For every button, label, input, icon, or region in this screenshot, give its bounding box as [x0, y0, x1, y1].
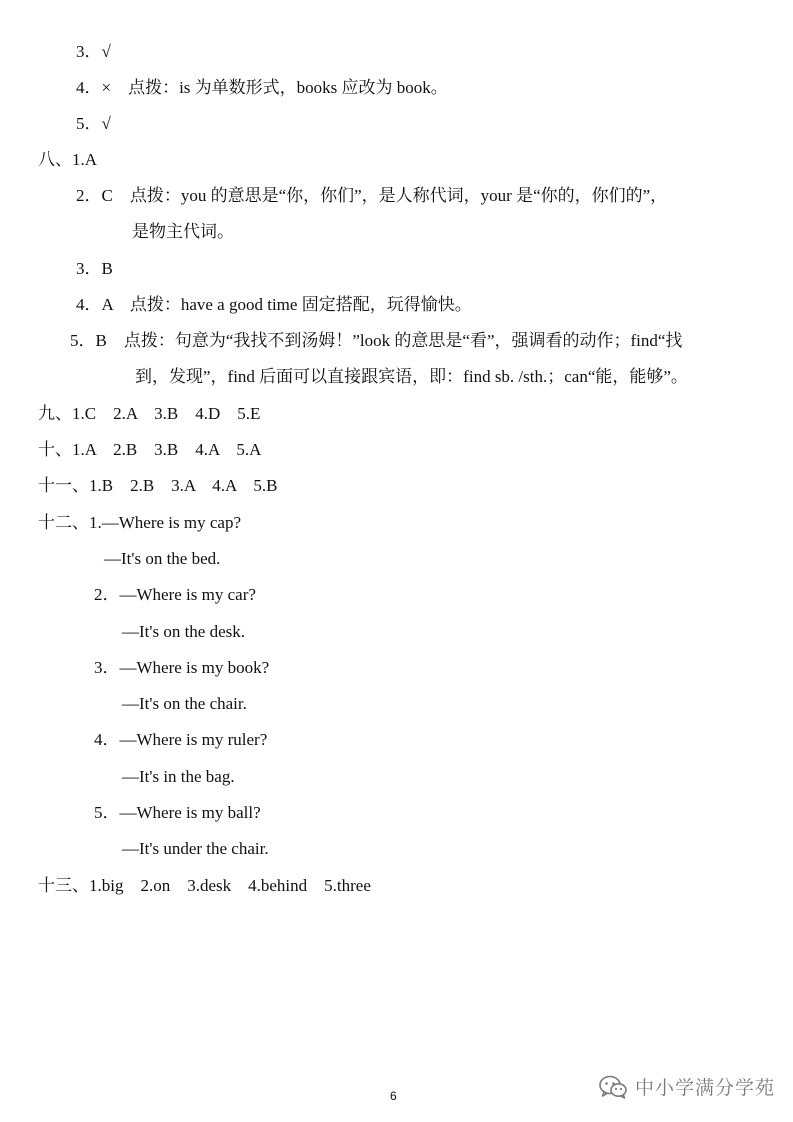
- section-eight-line-3: 3．B: [76, 259, 113, 278]
- section-twelve-a1: —It's on the bed.: [104, 549, 221, 568]
- section-twelve-a4: —It's in the bag.: [122, 767, 235, 786]
- answer-line-seven-4: 4．× 点拨：is 为单数形式，books 应改为 book。: [76, 78, 448, 97]
- section-twelve-q4: 4．—Where is my ruler?: [94, 730, 268, 749]
- answer-line-seven-5: 5．√: [76, 114, 111, 133]
- page-number: 6: [390, 1089, 397, 1103]
- section-twelve-q5: 5．—Where is my ball?: [94, 803, 261, 822]
- section-twelve-q3: 3．—Where is my book?: [94, 658, 270, 677]
- section-eight-line-5: 5．B 点拨：句意为“我找不到汤姆！”look 的意思是“看”，强调看的动作；find“找: [70, 331, 683, 350]
- watermark: [598, 1073, 775, 1100]
- watermark-text: 中小学满分学苑: [635, 1077, 776, 1099]
- section-eight-line-2-cont: 是物主代词。: [132, 222, 234, 241]
- section-eight-line-2: 2．C 点拨：you 的意思是“你，你们”，是人称代词，your 是“你的，你们的”，: [76, 186, 668, 205]
- section-twelve-a5: —It's under the chair.: [122, 839, 269, 858]
- section-eleven-answers: 十一、1.B 2.B 3.A 4.A 5.B: [38, 476, 278, 495]
- section-twelve-a3: —It's on the chair.: [122, 694, 247, 713]
- section-twelve-a2: —It's on the desk.: [122, 622, 245, 641]
- section-ten-answers: 十、1.A 2.B 3.B 4.A 5.A: [38, 440, 262, 459]
- answer-line-seven-3: 3．√: [76, 42, 111, 61]
- section-eight-line-1: 八、1.A: [38, 150, 98, 169]
- wechat-icon: [598, 1074, 628, 1100]
- section-twelve-q2: 2．—Where is my car?: [94, 585, 256, 604]
- section-twelve-q1: 十二、1.—Where is my cap?: [38, 513, 241, 532]
- section-eight-line-4: 4．A 点拨：have a good time 固定搭配，玩得愉快。: [76, 295, 472, 314]
- section-nine-answers: 九、1.C 2.A 3.B 4.D 5.E: [38, 404, 261, 423]
- section-thirteen-answers: 十三、1.big 2.on 3.desk 4.behind 5.three: [38, 876, 371, 895]
- section-eight-line-5-cont: 到，发现”，find 后面可以直接跟宾语，即：find sb. /sth.；can“能，能够”。: [135, 367, 688, 386]
